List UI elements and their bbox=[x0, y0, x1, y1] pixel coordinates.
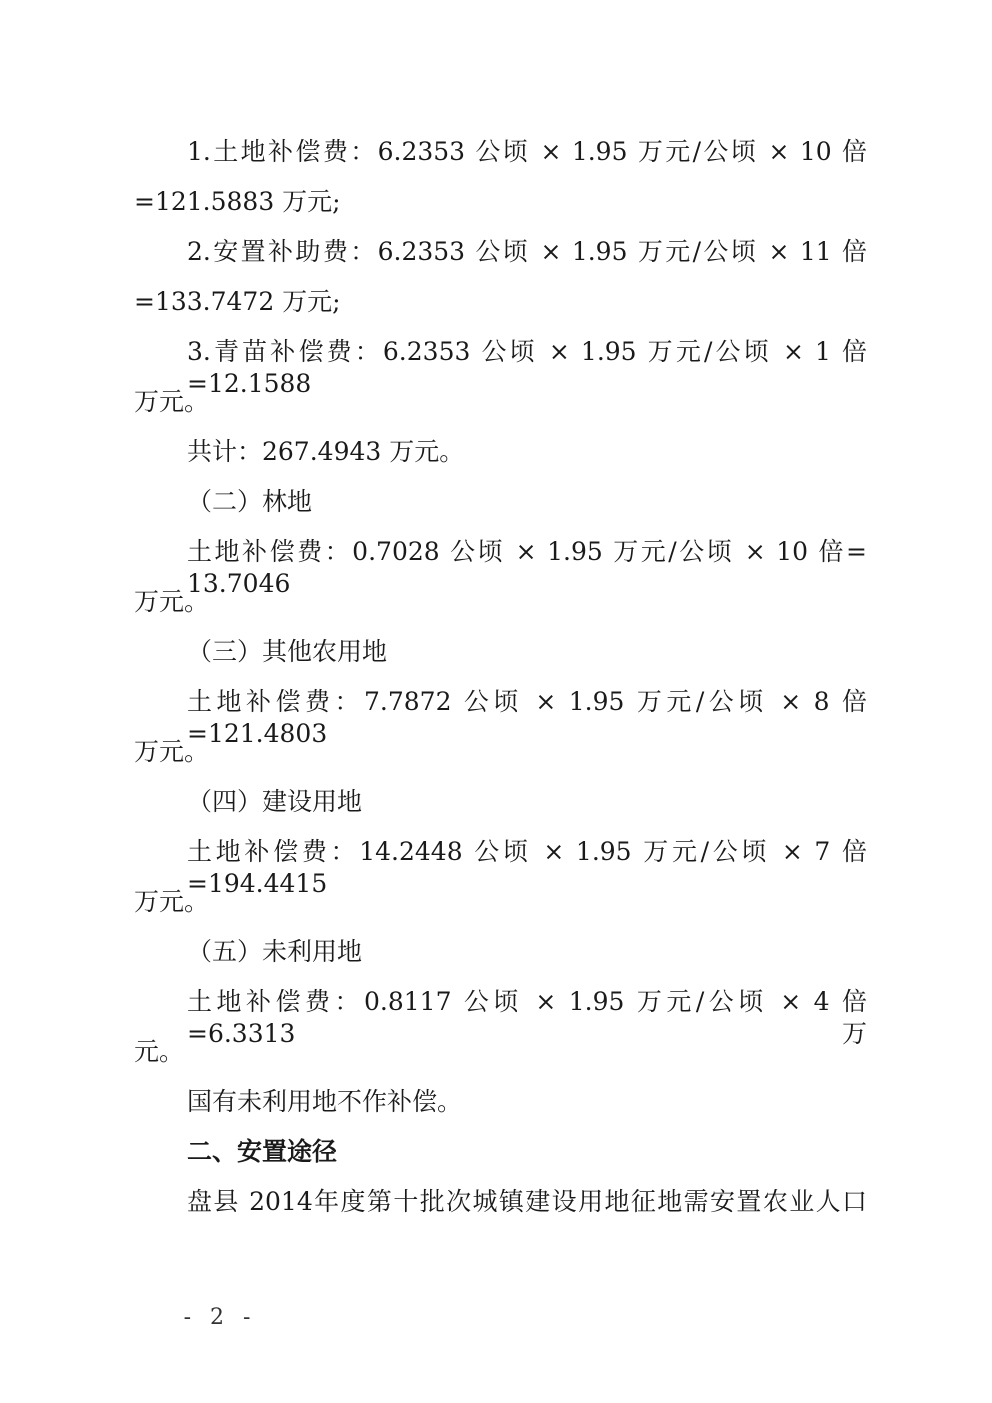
other-agricultural-compensation: 土地补偿费：7.7872 公顷 × 1.95 万元/公顷 × 8 倍=121.4803 bbox=[187, 687, 867, 748]
forest-land-compensation: 土地补偿费：0.7028 公顷 × 1.95 万元/公顷 × 10 倍= 13.7046 bbox=[187, 537, 867, 598]
item-resettlement-subsidy-2-cont: =133.7472 万元; bbox=[134, 287, 341, 316]
resettlement-paragraph-start: 盘县 2014年度第十批次城镇建设用地征地需安置农业人口 bbox=[187, 1187, 867, 1216]
item-resettlement-subsidy-2: 2.安置补助费：6.2353 公顷 × 1.95 万元/公顷 × 11 倍 bbox=[187, 237, 867, 266]
forest-land-compensation-cont: 万元。 bbox=[134, 587, 210, 616]
other-agricultural-compensation-cont: 万元。 bbox=[134, 737, 210, 766]
section-construction-land: （四）建设用地 bbox=[187, 787, 363, 816]
item-land-compensation-1: 1.土地补偿费：6.2353 公顷 × 1.95 万元/公顷 × 10 倍 bbox=[187, 137, 867, 166]
construction-land-compensation-cont: 万元。 bbox=[134, 887, 210, 916]
item-crop-compensation-3-cont: 万元。 bbox=[134, 387, 210, 416]
item-land-compensation-1-cont: =121.5883 万元; bbox=[134, 187, 341, 216]
unused-land-compensation-cont: 元。 bbox=[134, 1037, 185, 1066]
unused-land-compensation: 土地补偿费：0.8117 公顷 × 1.95 万元/公顷 × 4 倍=6.3313 万 bbox=[187, 987, 867, 1048]
section-heading-resettlement-approach: 二、安置途径 bbox=[187, 1137, 338, 1166]
item-crop-compensation-3: 3.青苗补偿费：6.2353 公顷 × 1.95 万元/公顷 × 1 倍=12.1588 bbox=[187, 337, 867, 398]
section-unused-land: （五）未利用地 bbox=[187, 937, 363, 966]
construction-land-compensation: 土地补偿费：14.2448 公顷 × 1.95 万元/公顷 × 7 倍=194.4415 bbox=[187, 837, 867, 898]
section-forest-land: （二）林地 bbox=[187, 487, 313, 516]
state-unused-land-note: 国有未利用地不作补偿。 bbox=[187, 1087, 463, 1116]
section-other-agricultural-land: （三）其他农用地 bbox=[187, 637, 388, 666]
page-number: - 2 - bbox=[183, 1305, 257, 1330]
total-line: 共计：267.4943 万元。 bbox=[187, 437, 465, 466]
